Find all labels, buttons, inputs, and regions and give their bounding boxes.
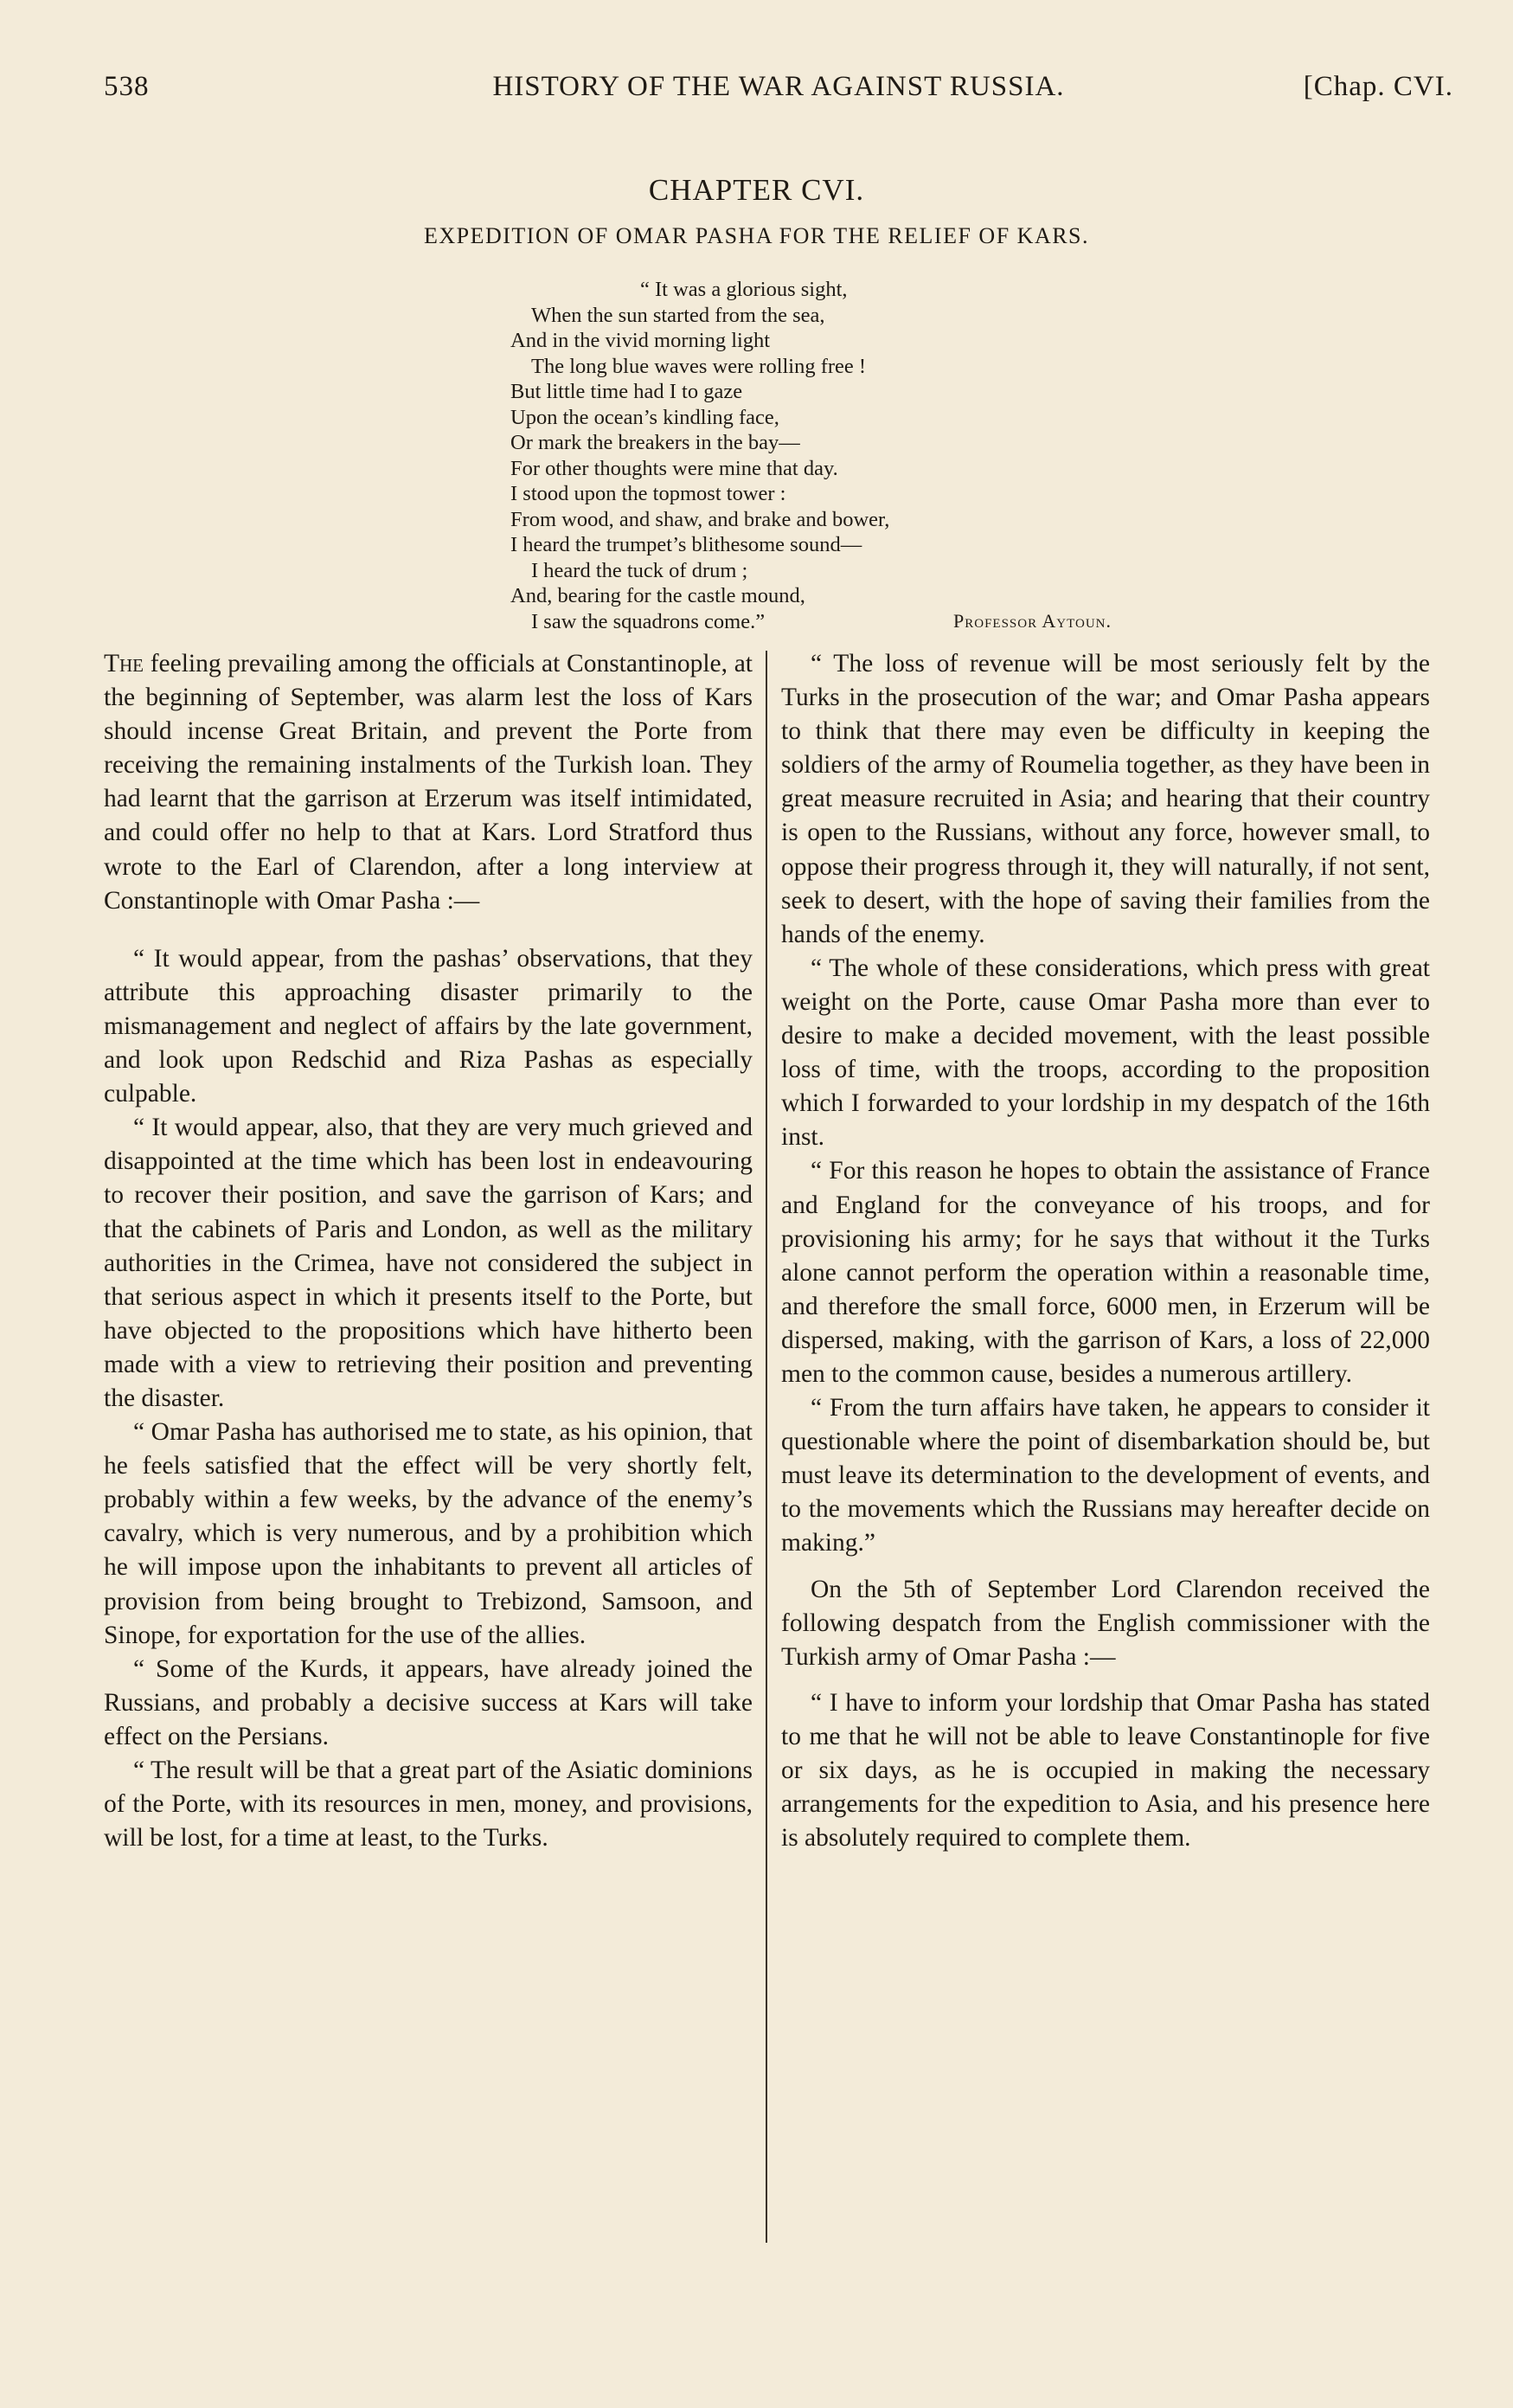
paragraph-lead-word: The xyxy=(104,650,144,677)
chapter-title: EXPEDITION OF OMAR PASHA FOR THE RELIEF OF KARS. xyxy=(423,223,1090,248)
page-number: 538 xyxy=(104,71,150,102)
paragraph: “ For this reason he hopes to obtain the assistance of France and England for the conveyance of his troops, and for provisioning his army; for he says that without it the Turks alone cannot perform the operation within a reasonable time, and therefore the small force, 6000 men, in Erzerum will be dispersed, making, with the garrison of Kars, a loss of 22,000 men to the common cause, besides a numerous artillery. xyxy=(781,1157,1430,1388)
epigraph-line: Or mark the breakers in the bay— xyxy=(510,431,800,454)
epigraph-line: For other thoughts were mine that day. xyxy=(510,456,838,480)
epigraph-line: Upon the ocean’s kindling face, xyxy=(510,405,779,429)
right-column xyxy=(781,647,1430,1855)
epigraph-line: I heard the trumpet’s blithesome sound— xyxy=(510,533,862,556)
paragraph: “ The result will be that a great part of the Asiatic dominions of the Porte, with its resources in men, money, and provisions, will be lost, for a time at least, to the Turks. xyxy=(104,1756,753,1853)
epigraph-attribution: Professor Aytoun. xyxy=(953,610,1112,632)
paragraph: “ Omar Pasha has authorised me to state, as his opinion, that he feels satisfied that the effect will be very shortly felt, probably within a few weeks, by the advance of the enemy’s cavalry, which is very numerous, and by a prohibition which he will impose upon the inhabitants to prevent all articles of provision from being brought to Trebizond, Samsoon, and Sinope, for exportation for the use of the allies. xyxy=(104,1418,753,1649)
epigraph-line: And, bearing for the castle mound, xyxy=(510,584,805,607)
epigraph-line: From wood, and shaw, and brake and bower, xyxy=(510,507,890,531)
paragraph: On the 5th of September Lord Clarendon received the following despatch from the English commissioner with the Turkish army of Omar Pasha :— xyxy=(781,1575,1430,1671)
paragraph: “ From the turn affairs have taken, he appears to consider it questionable where the point of disembarkation should be, but must leave its determination to the development of events, and to the movements which the Russians may hereafter decide on making.” xyxy=(781,1394,1430,1557)
paragraph: “ The loss of revenue will be most seriously felt by the Turks in the prosecution of the war; and Omar Pasha appears to think that there may even be difficulty in keeping the soldiers of the army of Roumelia together, as they have been in great measure recruited in Asia; and hearing that their country is open to the Russians, without any force, however small, to oppose their progress through it, they will naturally, if not sent, seek to desert, with the hope of saving their families from the hands of the enemy. xyxy=(781,650,1430,948)
epigraph-line: The long blue waves were rolling free ! xyxy=(531,354,867,378)
epigraph-line: I saw the squadrons come.” xyxy=(531,609,766,633)
paragraph: “ I have to inform your lordship that Omar Pasha has stated to me that he will not be able to leave Constantinople for five or six days, as he is occupied in making the necessary arrangements for the expedition to Asia, and his presence here is absolutely required to complete them. xyxy=(781,1688,1430,1853)
epigraph-line: “ It was a glorious sight, xyxy=(640,278,848,301)
paragraph xyxy=(104,647,753,918)
paragraph: “ The whole of these considerations, which press with great weight on the Porte, cause Omar Pasha more than ever to desire to make a decided movement, with the least possible loss of time, with the troops, according to the proposition which I forwarded to your lordship in my despatch of the 16th inst. xyxy=(781,954,1430,1152)
chapter-number: CHAPTER CVI. xyxy=(648,173,865,207)
paragraph-text: feeling prevailing among the officials at Constantinople, at the beginning of September, was alarm lest the loss of Kars should incense Great Britain, and prevent the Porte from receiving the remaining instalments of the Turkish loan. They had learnt that the garrison at Erzerum was itself intimidated, and could offer no help to that at Kars. Lord Stratford thus wrote to the Earl of Clarendon, after a long interview at Constantinople with Omar Pasha :— xyxy=(104,650,753,915)
paragraph: “ It would appear, also, that they are very much grieved and disappointed at the time which has been lost in endeavouring to recover their position, and save the garrison of Kars; and that the cabinets of Paris and London, as well as the military authorities in the Crimea, have not considered the subject in that serious aspect in which it presents itself to the Porte, but have objected to the propositions which have hitherto been made with a view to retrieving their position and preventing the disaster. xyxy=(104,1114,753,1412)
epigraph-line: When the sun started from the sea, xyxy=(531,303,825,327)
epigraph-line: I stood upon the topmost tower : xyxy=(510,482,786,505)
running-title: HISTORY OF THE WAR AGAINST RUSSIA. xyxy=(492,71,1065,102)
epigraph-line: But little time had I to gaze xyxy=(510,380,743,403)
paragraph: “ It would appear, from the pashas’ observations, that they attribute this approaching disaster primarily to the mismanagement and neglect of affairs by the late government, and look upon Redschid and Riza Pashas as especially culpable. xyxy=(104,944,753,1108)
epigraph-line: And in the vivid morning light xyxy=(510,329,771,352)
paragraph: “ Some of the Kurds, it appears, have already joined the Russians, and probably a decisive success at Kars will take effect on the Persians. xyxy=(104,1654,753,1750)
column-divider xyxy=(766,651,767,2243)
epigraph xyxy=(510,277,1202,634)
running-head xyxy=(104,71,1453,114)
chapter-reference: [Chap. CVI. xyxy=(1303,71,1453,102)
left-column xyxy=(104,647,753,1855)
epigraph-line: I heard the tuck of drum ; xyxy=(531,558,748,582)
